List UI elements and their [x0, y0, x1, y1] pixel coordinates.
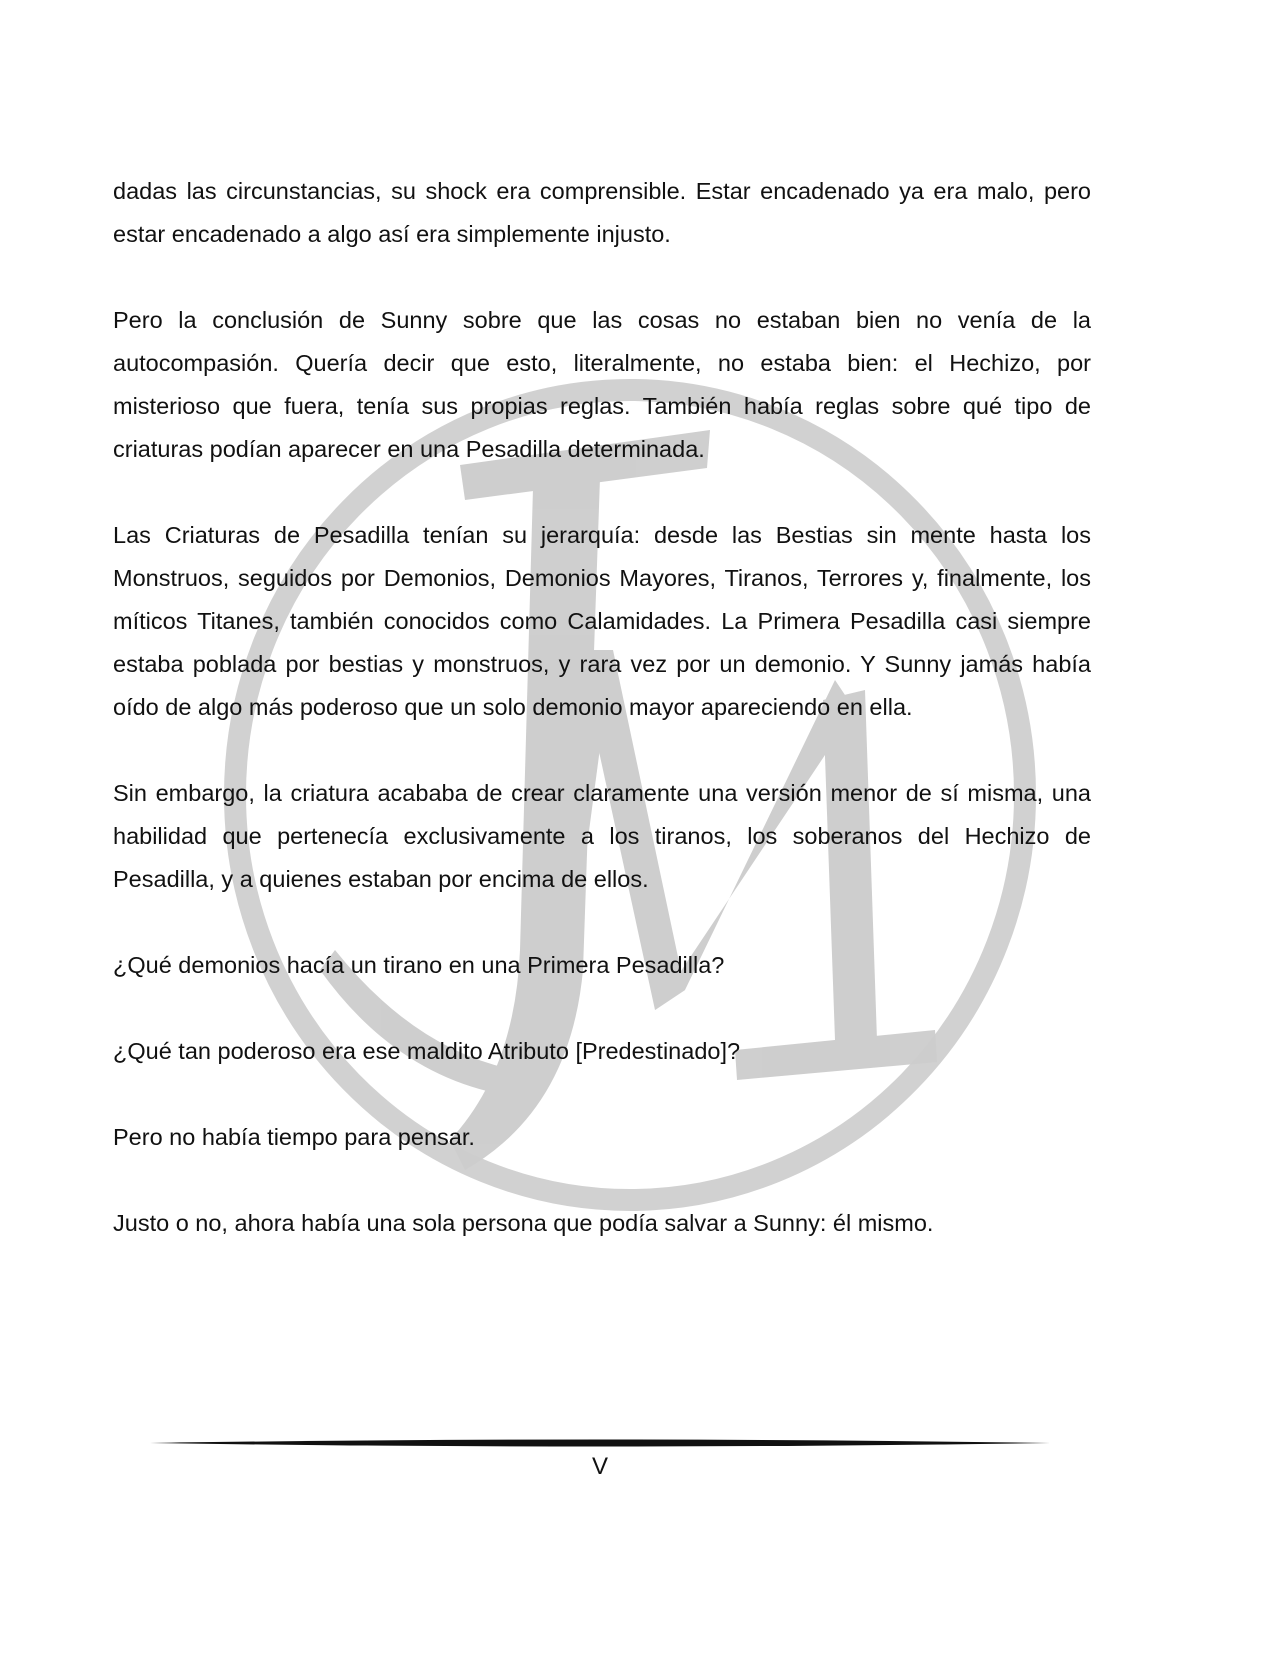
footer-divider: [150, 1436, 1050, 1450]
page-number: V: [591, 1453, 608, 1480]
paragraph-5: ¿Qué demonios hacía un tirano en una Primera Pesadilla?: [113, 952, 725, 978]
document-body: [113, 170, 1091, 1245]
paragraph-6: ¿Qué tan poderoso era ese maldito Atributo [Predestinado]?: [113, 1038, 741, 1064]
paragraph-2: Pero la conclusión de Sunny sobre que las cosas no estaban bien no venía de la autocompasión. Quería decir que esto, literalmente, no estaba bien: el Hechizo, por misterioso que fuera, tenía sus propias reglas. También había reglas sobre qué tipo de criaturas podían aparecer en una Pesadilla determinada.: [113, 307, 1091, 462]
paragraph-1: dadas las circunstancias, su shock era comprensible. Estar encadenado ya era malo, pero estar encadenado a algo así era simplemente injusto.: [113, 178, 1091, 247]
paragraph-3: Las Criaturas de Pesadilla tenían su jerarquía: desde las Bestias sin mente hasta los Monstruos, seguidos por Demonios, Demonios Mayores, Tiranos, Terrores y, finalmente, los míticos Titanes, también conocidos como Calamidades. La Primera Pesadilla casi siempre estaba poblada por bestias y monstruos, y rara vez por un demonio. Y Sunny jamás había oído de algo más poderoso que un solo demonio mayor apareciendo en ella.: [113, 522, 1091, 720]
paragraph-8: Justo o no, ahora había una sola persona que podía salvar a Sunny: él mismo.: [113, 1210, 934, 1236]
paragraph-7: Pero no había tiempo para pensar.: [113, 1124, 475, 1150]
paragraph-4: Sin embargo, la criatura acababa de crear claramente una versión menor de sí misma, una habilidad que pertenecía exclusivamente a los tiranos, los soberanos del Hechizo de Pesadilla, y a quienes estaban por encima de ellos.: [113, 780, 1091, 892]
